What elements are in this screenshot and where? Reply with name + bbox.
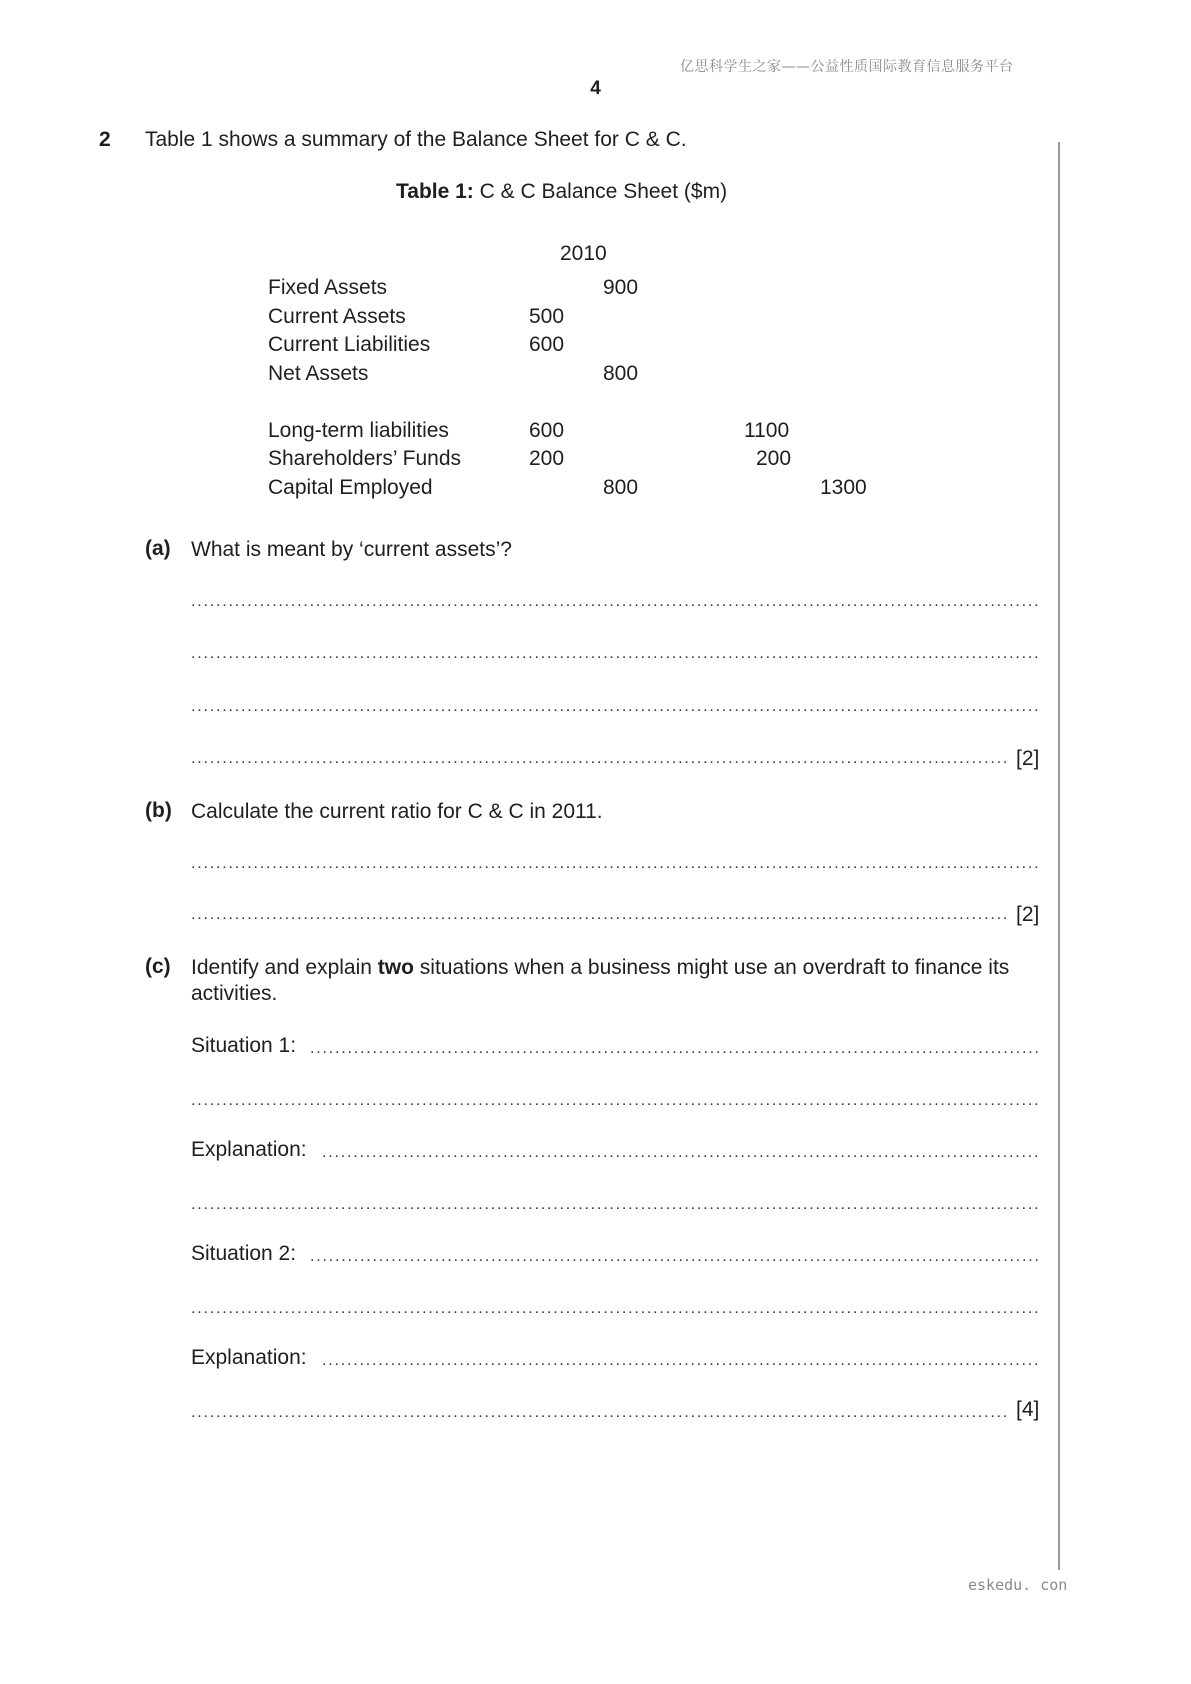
table-caption xyxy=(396,180,727,204)
mark-allocation: [2] xyxy=(1016,903,1040,926)
table-cell: 800 xyxy=(603,362,639,385)
answer-line[interactable] xyxy=(322,1141,1040,1165)
part-c-text-2: situations when a business might use an overdraft to finance its activities. xyxy=(191,956,1010,1005)
situation-2-label: Situation 2: xyxy=(191,1242,297,1265)
answer-line[interactable] xyxy=(191,747,1006,771)
part-c-question xyxy=(191,955,1041,1007)
part-a-question: What is meant by ‘current assets’? xyxy=(191,538,512,561)
mark-allocation: [4] xyxy=(1016,1398,1040,1421)
answer-line[interactable] xyxy=(191,852,1040,876)
explanation-1-label: Explanation: xyxy=(191,1138,307,1161)
answer-line[interactable] xyxy=(191,695,1040,719)
table-row-label: Current Assets xyxy=(268,305,406,328)
answer-line[interactable] xyxy=(191,903,1006,927)
part-c-text-bold: two xyxy=(377,956,414,979)
margin-rule xyxy=(1058,142,1060,1570)
answer-line[interactable] xyxy=(191,642,1040,666)
table-caption-bold: Table 1: xyxy=(396,180,474,203)
situation-1-label: Situation 1: xyxy=(191,1034,297,1057)
part-c-label: (c) xyxy=(145,955,171,978)
table-cell: 1300 xyxy=(820,476,867,499)
table-row-label: Capital Employed xyxy=(268,476,433,499)
table-cell: 600 xyxy=(529,333,565,356)
table-row-label: Net Assets xyxy=(268,362,369,385)
mark-allocation: [2] xyxy=(1016,747,1040,770)
table-cell: 200 xyxy=(756,447,792,470)
page-number: 4 xyxy=(590,78,601,99)
answer-line[interactable] xyxy=(191,1089,1040,1113)
table-cell: 800 xyxy=(603,476,639,499)
table-row-label: Long-term liabilities xyxy=(268,419,449,442)
part-a-label: (a) xyxy=(145,537,171,560)
table-cell: 900 xyxy=(603,276,639,299)
answer-line[interactable] xyxy=(191,1193,1040,1217)
table-cell: 1100 xyxy=(744,419,790,442)
table-row-label: Current Liabilities xyxy=(268,333,431,356)
answer-line[interactable] xyxy=(310,1245,1040,1269)
question-number: 2 xyxy=(99,128,111,151)
table-caption-text: C & C Balance Sheet ($m) xyxy=(473,180,728,203)
part-b-label: (b) xyxy=(145,799,172,822)
explanation-2-label: Explanation: xyxy=(191,1346,307,1369)
answer-line[interactable] xyxy=(191,1401,1006,1425)
answer-line[interactable] xyxy=(322,1349,1040,1373)
table-cell: 200 xyxy=(529,447,565,470)
part-b-question: Calculate the current ratio for C & C in 2011. xyxy=(191,800,603,823)
answer-line[interactable] xyxy=(310,1037,1040,1061)
table-cell: 600 xyxy=(529,419,565,442)
table-row-label: Fixed Assets xyxy=(268,276,388,299)
table-cell: 500 xyxy=(529,305,565,328)
watermark-footer: eskedu. con xyxy=(968,1576,1068,1594)
table-row-label: Shareholders’ Funds xyxy=(268,447,461,470)
part-c-text-1: Identify and explain xyxy=(191,956,378,979)
watermark-header: 亿思科学生之家——公益性质国际教育信息服务平台 xyxy=(680,59,1014,75)
question-intro: Table 1 shows a summary of the Balance Sheet for C & C. xyxy=(145,128,687,151)
answer-line[interactable] xyxy=(191,590,1040,614)
table-year-header: 2010 xyxy=(560,242,607,265)
answer-line[interactable] xyxy=(191,1297,1040,1321)
